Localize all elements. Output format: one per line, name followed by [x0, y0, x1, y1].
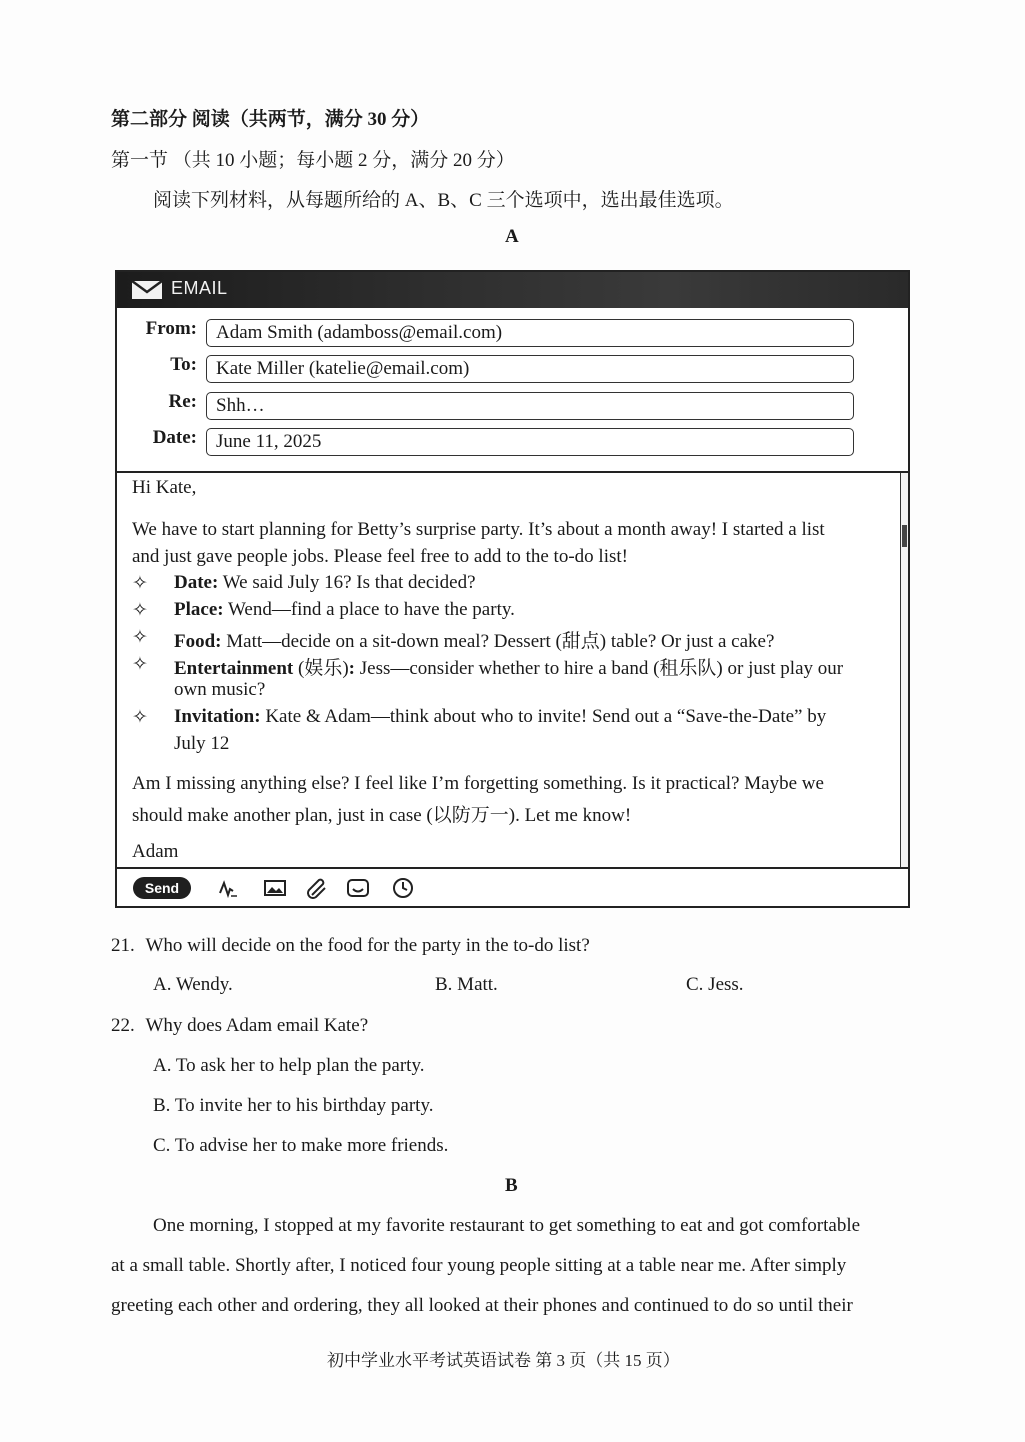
bullet-icon: ✧	[132, 707, 148, 728]
attach-icon[interactable]	[306, 877, 330, 899]
emoji-icon[interactable]	[346, 877, 370, 899]
email-closing-line-1: Am I missing anything else? I feel like I’m forgetting something. Is it practical? Maybe we	[132, 773, 824, 794]
envelope-icon	[131, 280, 163, 300]
todo-item-place	[174, 599, 515, 621]
todo-label: Invitation:	[174, 706, 261, 727]
todo-text: Matt—decide on a sit-down meal? Dessert (甜点) table? Or just a cake?	[221, 631, 775, 652]
bullet-icon: ✧	[132, 573, 148, 594]
subject-field[interactable]: Shh…	[206, 392, 854, 420]
q21-option-c: C. Jess.	[686, 974, 744, 995]
passage-b-line-3: greeting each other and ordering, they all looked at their phones and continued to do so until their	[111, 1295, 853, 1316]
todo-text: Kate & Adam—think about who to invite! Send out a “Save-the-Date” by	[260, 706, 827, 727]
q21-option-a: A. Wendy.	[153, 974, 233, 995]
passage-b-label: B	[505, 1175, 518, 1196]
todo-item-date	[174, 572, 476, 594]
todo-text: Wend—find a place to have the party.	[223, 599, 515, 620]
question-22	[111, 1015, 368, 1037]
section-heading: 第一节 （共 10 小题；每小题 2 分，满分 20 分）	[111, 150, 515, 171]
question-21	[111, 935, 590, 957]
todo-item-invitation	[174, 706, 826, 728]
todo-label: Entertainment	[174, 658, 294, 679]
email-scrollbar[interactable]	[900, 473, 908, 867]
todo-text: We said July 16? Is that decided?	[218, 572, 476, 593]
todo-label: Date:	[174, 572, 219, 593]
passage-b-line-1: One morning, I stopped at my favorite restaurant to get something to eat and got comfortable	[153, 1215, 861, 1236]
question-text: Why does Adam email Kate?	[145, 1015, 369, 1036]
email-intro-line-1: We have to start planning for Betty’s surprise party. It’s about a month away! I started a list	[132, 519, 825, 540]
todo-item-food	[174, 626, 774, 653]
part-heading: 第二部分 阅读（共两节，满分 30 分）	[111, 109, 430, 130]
passage-a-label: A	[505, 226, 519, 247]
signature-icon[interactable]	[217, 877, 241, 899]
email-intro-line-2: and just gave people jobs. Please feel free to add to the to-do list!	[132, 546, 628, 567]
todo-label: Place:	[174, 599, 224, 620]
subject-label: Re:	[168, 391, 197, 412]
todo-label: Food:	[174, 631, 222, 652]
clock-icon[interactable]	[391, 877, 415, 899]
todo-label-colon: :	[348, 658, 355, 679]
email-title-bar	[117, 272, 908, 308]
to-label: To:	[170, 354, 197, 375]
q22-option-c: C. To advise her to make more friends.	[153, 1135, 449, 1156]
bullet-icon: ✧	[132, 600, 148, 621]
todo-label-note: (娱乐)	[293, 658, 349, 679]
todo-text: Jess—consider whether to hire a band (租乐队) or just play our	[355, 658, 844, 679]
passage-b-line-2: at a small table. Shortly after, I noticed four young people sitting at a table near me. After simply	[111, 1255, 847, 1276]
date-field[interactable]: June 11, 2025	[206, 428, 854, 456]
q22-option-b: B. To invite her to his birthday party.	[153, 1095, 434, 1116]
email-window	[115, 270, 910, 908]
send-button[interactable]: Send	[133, 877, 191, 899]
question-number: 22.	[111, 1015, 135, 1036]
image-icon[interactable]	[263, 877, 287, 899]
question-number: 21.	[111, 935, 135, 956]
from-label: From:	[145, 318, 197, 339]
todo-item-invitation-cont: July 12	[174, 733, 230, 754]
email-signature: Adam	[132, 841, 179, 862]
q22-option-a: A. To ask her to help plan the party.	[153, 1055, 425, 1076]
page-footer: 初中学业水平考试英语试卷 第 3 页（共 15 页）	[327, 1351, 680, 1370]
email-greeting: Hi Kate,	[132, 477, 197, 498]
bullet-icon: ✧	[132, 654, 148, 675]
email-closing-line-2: should make another plan, just in case (以防万一). Let me know!	[132, 805, 632, 826]
email-title: EMAIL	[171, 278, 228, 298]
bullet-icon: ✧	[132, 627, 148, 648]
instruction-text: 阅读下列材料，从每题所给的 A、B、C 三个选项中，选出最佳选项。	[153, 190, 734, 211]
todo-item-entertainment	[174, 653, 843, 680]
date-label: Date:	[152, 427, 197, 448]
q21-option-b: B. Matt.	[435, 974, 498, 995]
email-body[interactable]	[117, 473, 900, 867]
to-field[interactable]: Kate Miller (katelie@email.com)	[206, 355, 854, 383]
todo-item-entertainment-cont: own music?	[174, 679, 266, 700]
email-toolbar	[117, 869, 908, 906]
from-field[interactable]: Adam Smith (adamboss@email.com)	[206, 319, 854, 347]
question-text: Who will decide on the food for the party in the to-do list?	[145, 935, 590, 956]
scrollbar-thumb[interactable]	[902, 525, 907, 547]
